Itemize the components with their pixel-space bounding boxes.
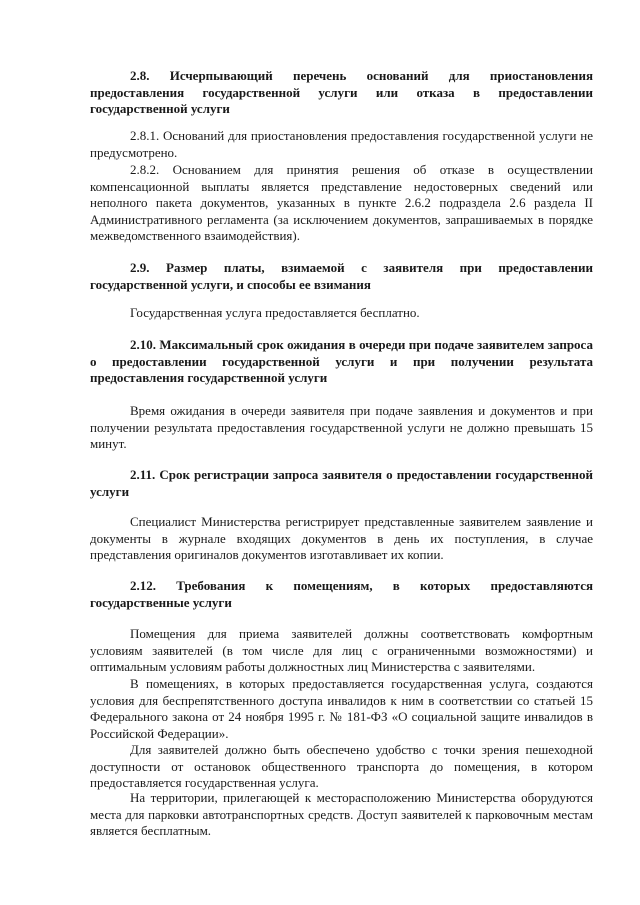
paragraph-2-12-4: На территории, прилегающей к месторасположению Министерства оборудуются места для парковки автотранспортных средств. Доступ заявителей к парковочным местам является бесплатным. — [90, 790, 593, 838]
paragraph-2-9: Государственная услуга предоставляется бесплатно. — [130, 305, 420, 320]
paragraph-2-12-2: В помещениях, в которых предоставляется государственная услуга, создаются условия для беспрепятственного доступа инвалидов к ним в соответствии со статьей 15 Федерального закона от 24 ноября 1995 г. № 181-ФЗ «О социальной защите инвалидов в Российской Федерации». — [90, 676, 593, 741]
paragraph-2-11: Специалист Министерства регистрирует представленные заявителем заявление и документы в журнале входящих документов в день их поступления, в случае представления оригиналов документов изготавливает их копии. — [90, 514, 593, 562]
paragraph-2-12-3: Для заявителей должно быть обеспечено удобство с точки зрения пешеходной доступности от остановок общественного транспорта до помещения, в котором предоставляется государственная услуга. — [90, 742, 593, 790]
paragraph-2-8-1: 2.8.1. Оснований для приостановления предоставления государственной услуги не предусмотрено. — [90, 128, 593, 160]
section-2-12-heading: 2.12. Требования к помещениям, в которых предоставляются государственные услуги — [90, 578, 593, 610]
section-2-11-heading: 2.11. Срок регистрации запроса заявителя о предоставлении государственной услуги — [90, 467, 593, 499]
section-2-8-heading: 2.8. Исчерпывающий перечень оснований для приостановления предоставления государственной услуги или отказа в предоставлении государственной услуги — [90, 68, 593, 116]
paragraph-2-10: Время ожидания в очереди заявителя при подаче заявления и документов и при получении результата предоставления государственной услуги не должно превышать 15 минут. — [90, 403, 593, 451]
section-2-10-heading: 2.10. Максимальный срок ожидания в очереди при подаче заявителем запроса о предоставлении государственной услуги и при получении результата предоставления государственной услуги — [90, 337, 593, 385]
paragraph-2-8-2: 2.8.2. Основанием для принятия решения об отказе в осуществлении компенсационной выплаты является представление недостоверных сведений или неполного пакета документов, указанных в пункте 2.6.2 подраздела 2.6 раздела II Административного регламента (за исключением документов, запрашиваемых в порядке межведомственного взаимодействия). — [90, 162, 593, 243]
paragraph-2-12-1: Помещения для приема заявителей должны соответствовать комфортным условиям заявителей (в том числе для лиц с ограниченными возможностями) и оптимальным условиям работы должностных лиц Министерства с заявителями. — [90, 626, 593, 674]
section-2-9-heading: 2.9. Размер платы, взимаемой с заявителя при предоставлении государственной услуги, и способы ее взимания — [90, 260, 593, 292]
